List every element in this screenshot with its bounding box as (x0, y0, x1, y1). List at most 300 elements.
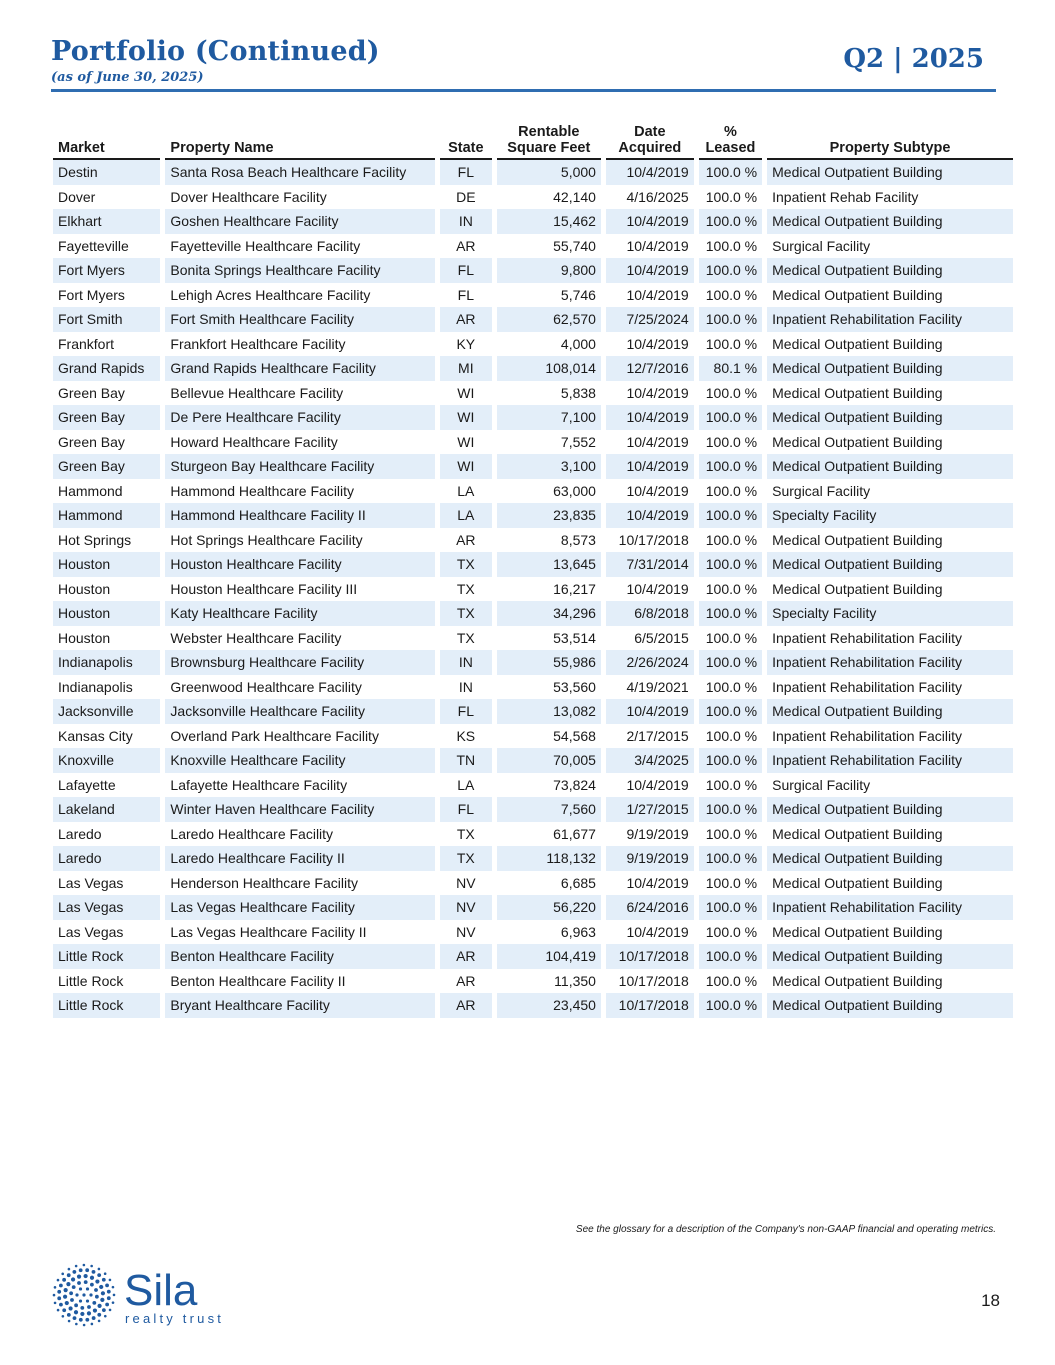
footnote: See the glossary for a description of the Company's non-GAAP financial and operating metrics. (575, 1224, 996, 1235)
cell-subtype: Inpatient Rehabilitation Facility (767, 650, 1013, 675)
cell-date: 12/7/2016 (606, 356, 694, 381)
cell-property: Benton Healthcare Facility (165, 944, 435, 969)
cell-date: 6/5/2015 (634, 629, 689, 646)
cell-leased: 100.0 % (699, 846, 762, 871)
table-row (53, 381, 1013, 406)
cell-state: WI (457, 433, 475, 450)
cell-subtype: Medical Outpatient Building (772, 384, 943, 401)
cell-market: Jacksonville (53, 699, 160, 724)
cell-leased: 100.0 % (699, 209, 762, 234)
cell-market: Fort Smith (53, 307, 160, 332)
cell-market: Lakeland (53, 797, 160, 822)
cell-subtype: Medical Outpatient Building (767, 552, 1013, 577)
cell-subtype: Medical Outpatient Building (767, 356, 1013, 381)
cell-market: Green Bay (53, 405, 160, 430)
cell-market: Indianapolis (53, 650, 160, 675)
table-row (53, 748, 1013, 773)
table-row (53, 160, 1013, 185)
cell-property: Houston Healthcare Facility III (170, 580, 358, 597)
cell-market: Fort Myers (53, 258, 160, 283)
cell-state: NV (456, 874, 476, 891)
table-row (53, 993, 1013, 1018)
cell-property: Fayetteville Healthcare Facility (170, 237, 361, 254)
cell-sqft: 13,645 (497, 552, 601, 577)
cell-state: TX (440, 601, 492, 626)
cell-leased: 100.0 % (705, 286, 758, 303)
cell-date: 10/4/2019 (626, 874, 689, 891)
cell-property: Brownsburg Healthcare Facility (165, 650, 435, 675)
sila-logo (50, 1260, 250, 1330)
cell-state: AR (456, 972, 476, 989)
cell-property: Fort Smith Healthcare Facility (165, 307, 435, 332)
table-row (53, 969, 1013, 994)
cell-market: Knoxville (53, 748, 160, 773)
cell-subtype: Medical Outpatient Building (767, 944, 1013, 969)
cell-sqft: 56,220 (497, 895, 601, 920)
table-row (53, 797, 1013, 822)
cell-property: Knoxville Healthcare Facility (165, 748, 435, 773)
cell-date: 10/4/2019 (606, 209, 694, 234)
cell-date: 10/4/2019 (626, 433, 689, 450)
table-row (53, 871, 1013, 896)
cell-subtype: Medical Outpatient Building (772, 286, 943, 303)
cell-date: 10/17/2018 (606, 993, 694, 1018)
cell-date: 10/4/2019 (606, 454, 694, 479)
cell-market: Kansas City (58, 727, 133, 744)
table-row (53, 822, 1013, 847)
cell-subtype: Medical Outpatient Building (772, 531, 943, 548)
cell-property: Las Vegas Healthcare Facility (165, 895, 435, 920)
cell-date: 10/4/2019 (626, 237, 689, 254)
cell-market: Hot Springs (58, 531, 132, 548)
cell-sqft: 6,963 (560, 923, 596, 940)
cell-property: Bryant Healthcare Facility (165, 993, 435, 1018)
cell-state: AR (440, 307, 492, 332)
table-row (53, 895, 1013, 920)
cell-state: TX (456, 580, 475, 597)
cell-leased: 100.0 % (705, 629, 758, 646)
cell-date: 10/4/2019 (626, 335, 689, 352)
cell-property: Hammond Healthcare Facility (170, 482, 355, 499)
cell-leased: 100.0 % (699, 552, 762, 577)
cell-leased: 100.0 % (699, 993, 762, 1018)
cell-property: Winter Haven Healthcare Facility (165, 797, 435, 822)
cell-date: 10/4/2019 (626, 286, 689, 303)
cell-date: 10/4/2019 (606, 405, 694, 430)
table-row (53, 185, 1013, 210)
cell-leased: 100.0 % (705, 874, 758, 891)
cell-property: Laredo Healthcare Facility II (165, 846, 435, 871)
cell-state: IN (440, 650, 492, 675)
table-row (53, 528, 1013, 553)
cell-property: Howard Healthcare Facility (170, 433, 338, 450)
cell-property: Greenwood Healthcare Facility (170, 678, 362, 695)
table-body (53, 160, 1013, 1018)
cell-state: LA (457, 482, 475, 499)
col-header-subtype: Property Subtype (767, 124, 1013, 160)
table-row (53, 773, 1013, 798)
cell-state: MI (440, 356, 492, 381)
table-row (53, 307, 1013, 332)
table-row (53, 577, 1013, 602)
cell-leased: 100.0 % (699, 601, 762, 626)
cell-market: Indianapolis (58, 678, 133, 695)
cell-sqft: 23,835 (497, 503, 601, 528)
cell-subtype: Surgical Facility (772, 237, 871, 254)
table-row (53, 283, 1013, 308)
cell-leased: 100.0 % (705, 188, 758, 205)
cell-leased: 100.0 % (705, 482, 758, 499)
table-row (53, 454, 1013, 479)
cell-leased: 100.0 % (705, 384, 758, 401)
cell-sqft: 53,560 (553, 678, 596, 695)
cell-subtype: Medical Outpatient Building (772, 923, 943, 940)
cell-date: 10/4/2019 (606, 699, 694, 724)
cell-leased: 100.0 % (699, 895, 762, 920)
col-header-leased: % Leased (699, 124, 762, 160)
cell-leased: 100.0 % (705, 531, 758, 548)
table-row (53, 699, 1013, 724)
cell-date: 4/16/2025 (626, 188, 689, 205)
cell-property: Hot Springs Healthcare Facility (170, 531, 363, 548)
cell-leased: 100.0 % (699, 454, 762, 479)
cell-subtype: Specialty Facility (767, 503, 1013, 528)
cell-subtype: Medical Outpatient Building (767, 209, 1013, 234)
cell-sqft: 7,100 (497, 405, 601, 430)
cell-leased: 100.0 % (699, 699, 762, 724)
cell-market: Little Rock (58, 972, 124, 989)
cell-state: LA (457, 776, 475, 793)
cell-state: FL (440, 258, 492, 283)
col-header-property: Property Name (165, 124, 435, 160)
col-header-market: Market (53, 124, 160, 160)
table-row (53, 503, 1013, 528)
table-row (53, 626, 1013, 651)
cell-date: 6/8/2018 (606, 601, 694, 626)
cell-leased: 100.0 % (705, 972, 758, 989)
cell-sqft: 15,462 (497, 209, 601, 234)
cell-subtype: Surgical Facility (772, 482, 871, 499)
cell-date: 4/19/2021 (626, 678, 689, 695)
cell-sqft: 5,000 (497, 160, 601, 185)
cell-property: Grand Rapids Healthcare Facility (165, 356, 435, 381)
cell-market: Fayetteville (58, 237, 129, 254)
table-row (53, 724, 1013, 749)
cell-property: Houston Healthcare Facility (165, 552, 435, 577)
cell-state: FL (440, 699, 492, 724)
cell-date: 10/17/2018 (618, 531, 689, 548)
cell-state: WI (440, 405, 492, 430)
cell-property: Katy Healthcare Facility (165, 601, 435, 626)
cell-sqft: 7,552 (560, 433, 596, 450)
cell-subtype: Medical Outpatient Building (767, 160, 1013, 185)
cell-subtype: Medical Outpatient Building (772, 825, 943, 842)
cell-state: TX (456, 825, 475, 842)
cell-sqft: 4,000 (560, 335, 596, 352)
cell-market: Laredo (53, 846, 160, 871)
cell-sqft: 13,082 (497, 699, 601, 724)
cell-market: Little Rock (53, 944, 160, 969)
cell-market: Little Rock (53, 993, 160, 1018)
cell-state: AR (456, 237, 476, 254)
cell-state: TX (456, 629, 475, 646)
cell-leased: 100.0 % (699, 650, 762, 675)
cell-market: Las Vegas (53, 895, 160, 920)
cell-property: Jacksonville Healthcare Facility (165, 699, 435, 724)
cell-subtype: Medical Outpatient Building (767, 846, 1013, 871)
cell-property: Santa Rosa Beach Healthcare Facility (165, 160, 435, 185)
table-row (53, 258, 1013, 283)
quarter-label: Q2 | 2025 (843, 44, 984, 74)
cell-subtype: Specialty Facility (767, 601, 1013, 626)
cell-market: Lafayette (58, 776, 116, 793)
table-row (53, 601, 1013, 626)
cell-market: Houston (58, 580, 111, 597)
cell-sqft: 63,000 (553, 482, 596, 499)
cell-date: 10/4/2019 (606, 258, 694, 283)
table-row (53, 356, 1013, 381)
cell-leased: 100.0 % (705, 433, 758, 450)
cell-state: AR (440, 944, 492, 969)
cell-market: Dover (58, 188, 96, 205)
cell-sqft: 42,140 (553, 188, 596, 205)
cell-property: Sturgeon Bay Healthcare Facility (165, 454, 435, 479)
cell-property: Las Vegas Healthcare Facility II (170, 923, 367, 940)
cell-date: 10/4/2019 (606, 503, 694, 528)
cell-market: Elkhart (53, 209, 160, 234)
cell-property: Bellevue Healthcare Facility (170, 384, 344, 401)
cell-leased: 100.0 % (699, 748, 762, 773)
cell-state: TX (440, 846, 492, 871)
cell-state: NV (456, 923, 476, 940)
cell-sqft: 5,746 (560, 286, 596, 303)
cell-market: Houston (53, 601, 160, 626)
cell-market: Green Bay (58, 433, 125, 450)
table-row (53, 234, 1013, 259)
cell-market: Houston (58, 629, 111, 646)
cell-state: LA (440, 503, 492, 528)
cell-sqft: 70,005 (497, 748, 601, 773)
cell-subtype: Medical Outpatient Building (767, 699, 1013, 724)
cell-state: IN (458, 678, 473, 695)
cell-leased: 80.1 % (699, 356, 762, 381)
cell-leased: 100.0 % (705, 923, 758, 940)
table-row (53, 846, 1013, 871)
cell-market: Green Bay (53, 454, 160, 479)
cell-property: Lafayette Healthcare Facility (170, 776, 348, 793)
cell-market: Las Vegas (58, 874, 124, 891)
cell-date: 10/4/2019 (606, 160, 694, 185)
header-rule (51, 89, 996, 92)
cell-leased: 100.0 % (699, 160, 762, 185)
cell-state: FL (440, 160, 492, 185)
cell-market: Laredo (58, 825, 102, 842)
cell-market: Green Bay (58, 384, 125, 401)
cell-subtype: Inpatient Rehab Facility (772, 188, 919, 205)
table-row (53, 552, 1013, 577)
cell-date: 9/19/2019 (606, 846, 694, 871)
cell-subtype: Inpatient Rehabilitation Facility (772, 727, 963, 744)
cell-sqft: 9,800 (497, 258, 601, 283)
cell-date: 7/31/2014 (606, 552, 694, 577)
cell-subtype: Medical Outpatient Building (772, 433, 943, 450)
cell-sqft: 108,014 (497, 356, 601, 381)
cell-leased: 100.0 % (705, 580, 758, 597)
cell-subtype: Inpatient Rehabilitation Facility (767, 307, 1013, 332)
table-row (53, 675, 1013, 700)
cell-sqft: 8,573 (560, 531, 596, 548)
cell-property: Hammond Healthcare Facility II (165, 503, 435, 528)
cell-property: Lehigh Acres Healthcare Facility (170, 286, 371, 303)
cell-market: Fort Myers (58, 286, 125, 303)
cell-state: FL (440, 797, 492, 822)
table-row (53, 650, 1013, 675)
cell-subtype: Inpatient Rehabilitation Facility (772, 629, 963, 646)
cell-subtype: Medical Outpatient Building (767, 797, 1013, 822)
cell-sqft: 104,419 (497, 944, 601, 969)
cell-property: Bonita Springs Healthcare Facility (165, 258, 435, 283)
table-row (53, 944, 1013, 969)
cell-property: Webster Healthcare Facility (170, 629, 342, 646)
table-row (53, 430, 1013, 455)
cell-property: Overland Park Healthcare Facility (170, 727, 379, 744)
cell-date: 10/4/2019 (626, 580, 689, 597)
cell-sqft: 62,570 (497, 307, 601, 332)
portfolio-table (48, 124, 1018, 1018)
cell-subtype: Inpatient Rehabilitation Facility (772, 678, 963, 695)
cell-date: 1/27/2015 (606, 797, 694, 822)
cell-property: Benton Healthcare Facility II (170, 972, 346, 989)
cell-date: 10/17/2018 (618, 972, 689, 989)
page-title: Portfolio (Continued) (51, 36, 380, 67)
cell-leased: 100.0 % (705, 237, 758, 254)
cell-property: Frankfort Healthcare Facility (170, 335, 346, 352)
cell-subtype: Inpatient Rehabilitation Facility (767, 895, 1013, 920)
cell-property: Laredo Healthcare Facility (170, 825, 334, 842)
logo-name: Sila (124, 1266, 198, 1315)
cell-market: Las Vegas (58, 923, 124, 940)
cell-date: 3/4/2025 (606, 748, 694, 773)
table-row (53, 405, 1013, 430)
cell-sqft: 6,685 (560, 874, 596, 891)
cell-state: FL (457, 286, 474, 303)
cell-sqft: 61,677 (553, 825, 596, 842)
cell-market: Hammond (53, 503, 160, 528)
cell-state: DE (456, 188, 476, 205)
cell-date: 10/4/2019 (626, 482, 689, 499)
cell-sqft: 16,217 (553, 580, 596, 597)
page-number: 18 (981, 1291, 1000, 1310)
cell-market: Hammond (58, 482, 123, 499)
cell-subtype: Medical Outpatient Building (772, 972, 943, 989)
cell-subtype: Medical Outpatient Building (767, 454, 1013, 479)
table-row (53, 479, 1013, 504)
cell-leased: 100.0 % (705, 727, 758, 744)
cell-leased: 100.0 % (705, 678, 758, 695)
table-row (53, 332, 1013, 357)
cell-sqft: 55,986 (497, 650, 601, 675)
cell-subtype: Medical Outpatient Building (772, 335, 943, 352)
cell-leased: 100.0 % (705, 776, 758, 793)
cell-date: 10/4/2019 (626, 923, 689, 940)
cell-leased: 100.0 % (699, 944, 762, 969)
cell-sqft: 11,350 (554, 972, 596, 989)
cell-subtype: Inpatient Rehabilitation Facility (767, 748, 1013, 773)
cell-leased: 100.0 % (699, 503, 762, 528)
cell-sqft: 7,560 (497, 797, 601, 822)
cell-market: Grand Rapids (53, 356, 160, 381)
cell-property: De Pere Healthcare Facility (165, 405, 435, 430)
cell-date: 10/4/2019 (626, 384, 689, 401)
cell-subtype: Medical Outpatient Building (767, 405, 1013, 430)
cell-sqft: 118,132 (497, 846, 601, 871)
table-row (53, 920, 1013, 945)
cell-property: Henderson Healthcare Facility (170, 874, 358, 891)
cell-sqft: 54,568 (553, 727, 596, 744)
cell-state: KY (456, 335, 476, 352)
cell-leased: 100.0 % (705, 825, 758, 842)
cell-subtype: Medical Outpatient Building (767, 993, 1013, 1018)
cell-leased: 100.0 % (705, 335, 758, 352)
cell-sqft: 3,100 (497, 454, 601, 479)
cell-date: 6/24/2016 (606, 895, 694, 920)
cell-state: AR (456, 531, 476, 548)
cell-date: 2/26/2024 (606, 650, 694, 675)
cell-state: IN (440, 209, 492, 234)
cell-date: 10/17/2018 (606, 944, 694, 969)
logo-tagline: realty trust (125, 1311, 225, 1326)
cell-property: Goshen Healthcare Facility (165, 209, 435, 234)
cell-state: TX (440, 552, 492, 577)
cell-market: Frankfort (58, 335, 115, 352)
page-subtitle: (as of June 30, 2025) (51, 70, 204, 85)
cell-date: 10/4/2019 (626, 776, 689, 793)
col-header-sqft: Rentable Square Feet (497, 124, 601, 160)
cell-date: 9/19/2019 (626, 825, 689, 842)
cell-leased: 100.0 % (699, 797, 762, 822)
cell-sqft: 23,450 (497, 993, 601, 1018)
table-header-row (53, 124, 1013, 160)
table-row (53, 209, 1013, 234)
cell-leased: 100.0 % (699, 258, 762, 283)
cell-market: Destin (53, 160, 160, 185)
cell-subtype: Medical Outpatient Building (772, 874, 943, 891)
cell-sqft: 55,740 (553, 237, 596, 254)
cell-subtype: Medical Outpatient Building (767, 258, 1013, 283)
cell-subtype: Surgical Facility (772, 776, 871, 793)
cell-state: WI (440, 454, 492, 479)
cell-state: WI (457, 384, 475, 401)
cell-sqft: 34,296 (497, 601, 601, 626)
col-header-state: State (440, 124, 492, 160)
cell-property: Dover Healthcare Facility (170, 188, 327, 205)
cell-state: TN (440, 748, 492, 773)
cell-market: Houston (53, 552, 160, 577)
cell-state: AR (440, 993, 492, 1018)
col-header-date: Date Acquired (606, 124, 694, 160)
cell-sqft: 53,514 (553, 629, 596, 646)
cell-sqft: 5,838 (560, 384, 596, 401)
cell-date: 2/17/2015 (626, 727, 689, 744)
cell-leased: 100.0 % (699, 307, 762, 332)
cell-sqft: 73,824 (553, 776, 596, 793)
cell-leased: 100.0 % (699, 405, 762, 430)
sunburst-icon (53, 1264, 116, 1327)
cell-date: 7/25/2024 (606, 307, 694, 332)
cell-state: KS (456, 727, 476, 744)
cell-state: NV (440, 895, 492, 920)
cell-subtype: Medical Outpatient Building (772, 580, 943, 597)
